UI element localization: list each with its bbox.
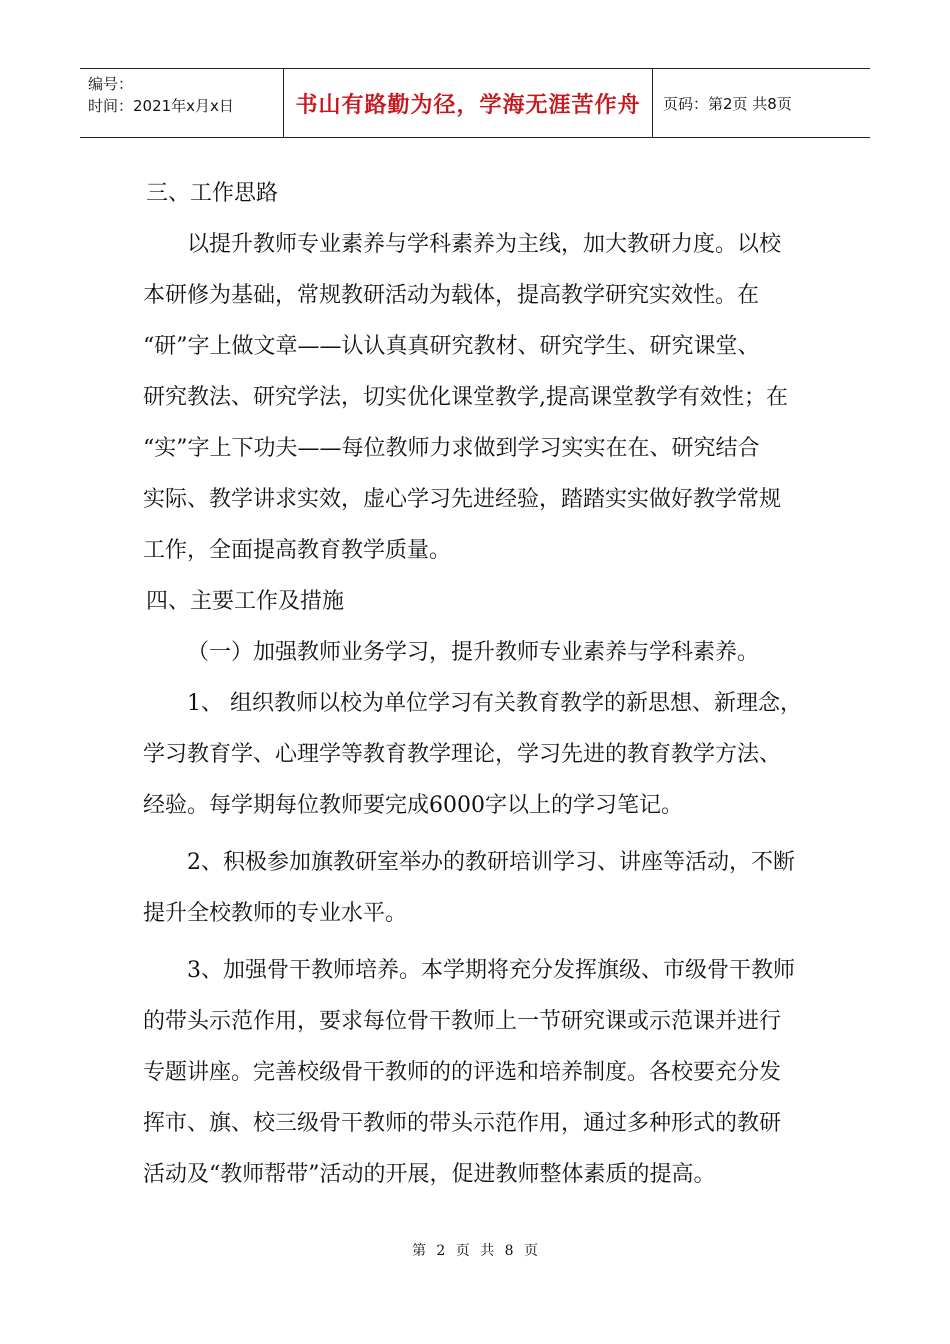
paragraph-line: “研”字上做文章——认认真真研究教材、研究学生、研究课堂、: [143, 334, 760, 359]
paragraph-line: 2、积极参加旗教研室举办的教研培训学习、讲座等活动，不断: [187, 850, 795, 875]
paragraph-line: 3、加强骨干教师培养。本学期将充分发挥旗级、市级骨干教师: [187, 958, 795, 983]
header-time: 时间：2021年x月x日: [88, 97, 234, 115]
header-info-cell: [80, 69, 283, 137]
header-motto: 书山有路勤为径，学海无涯苦作舟: [295, 92, 641, 118]
header-number: 编号：: [88, 75, 134, 93]
paragraph-line: 研究教法、研究学法，切实优化课堂教学,提高课堂教学有效性；在: [143, 385, 788, 410]
paragraph-line: 专题讲座。完善校级骨干教师的的评选和培养制度。各校要充分发: [143, 1060, 782, 1085]
paragraph-line: 经验。每学期每位教师要完成6000字以上的学习笔记。: [143, 793, 683, 818]
paragraph-line: 的带头示范作用，要求每位骨干教师上一节研究课或示范课并进行: [143, 1009, 782, 1034]
paragraph-line: 本研修为基础，常规教研活动为载体，提高教学研究实效性。在: [143, 283, 760, 308]
document-header: [80, 68, 870, 138]
paragraph-line: 1、 组织教师以校为单位学习有关教育教学的新思想、新理念，: [187, 691, 802, 716]
paragraph-line: “实”字上下功夫——每位教师力求做到学习实实在在、研究结合: [143, 436, 760, 461]
page-footer: 第 2 页 共 8 页: [411, 1243, 539, 1259]
header-page-info: 页码：第2页 共8页: [663, 94, 792, 113]
subsection-heading: （一）加强教师业务学习，提升教师专业素养与学科素养。: [187, 640, 760, 665]
paragraph-line: 以提升教师专业素养与学科素养为主线，加大教研力度。以校: [187, 232, 782, 257]
paragraph-line: 工作，全面提高教育教学质量。: [143, 538, 452, 563]
paragraph-line: 实际、教学讲求实效，虚心学习先进经验，踏踏实实做好教学常规: [143, 487, 782, 512]
paragraph-line: 挥市、旗、校三级骨干教师的带头示范作用，通过多种形式的教研: [143, 1111, 782, 1136]
header-page-cell: [653, 69, 870, 137]
section-heading: 四、主要工作及措施: [146, 589, 345, 614]
section-heading: 三、工作思路: [146, 181, 279, 206]
header-motto-cell: [283, 69, 653, 137]
paragraph-line: 提升全校教师的专业水平。: [143, 901, 408, 926]
paragraph-line: 活动及“教师帮带”活动的开展，促进教师整体素质的提高。: [143, 1162, 716, 1187]
paragraph-line: 学习教育学、心理学等教育教学理论，学习先进的教育教学方法、: [143, 742, 782, 767]
document-body: [143, 168, 808, 1200]
